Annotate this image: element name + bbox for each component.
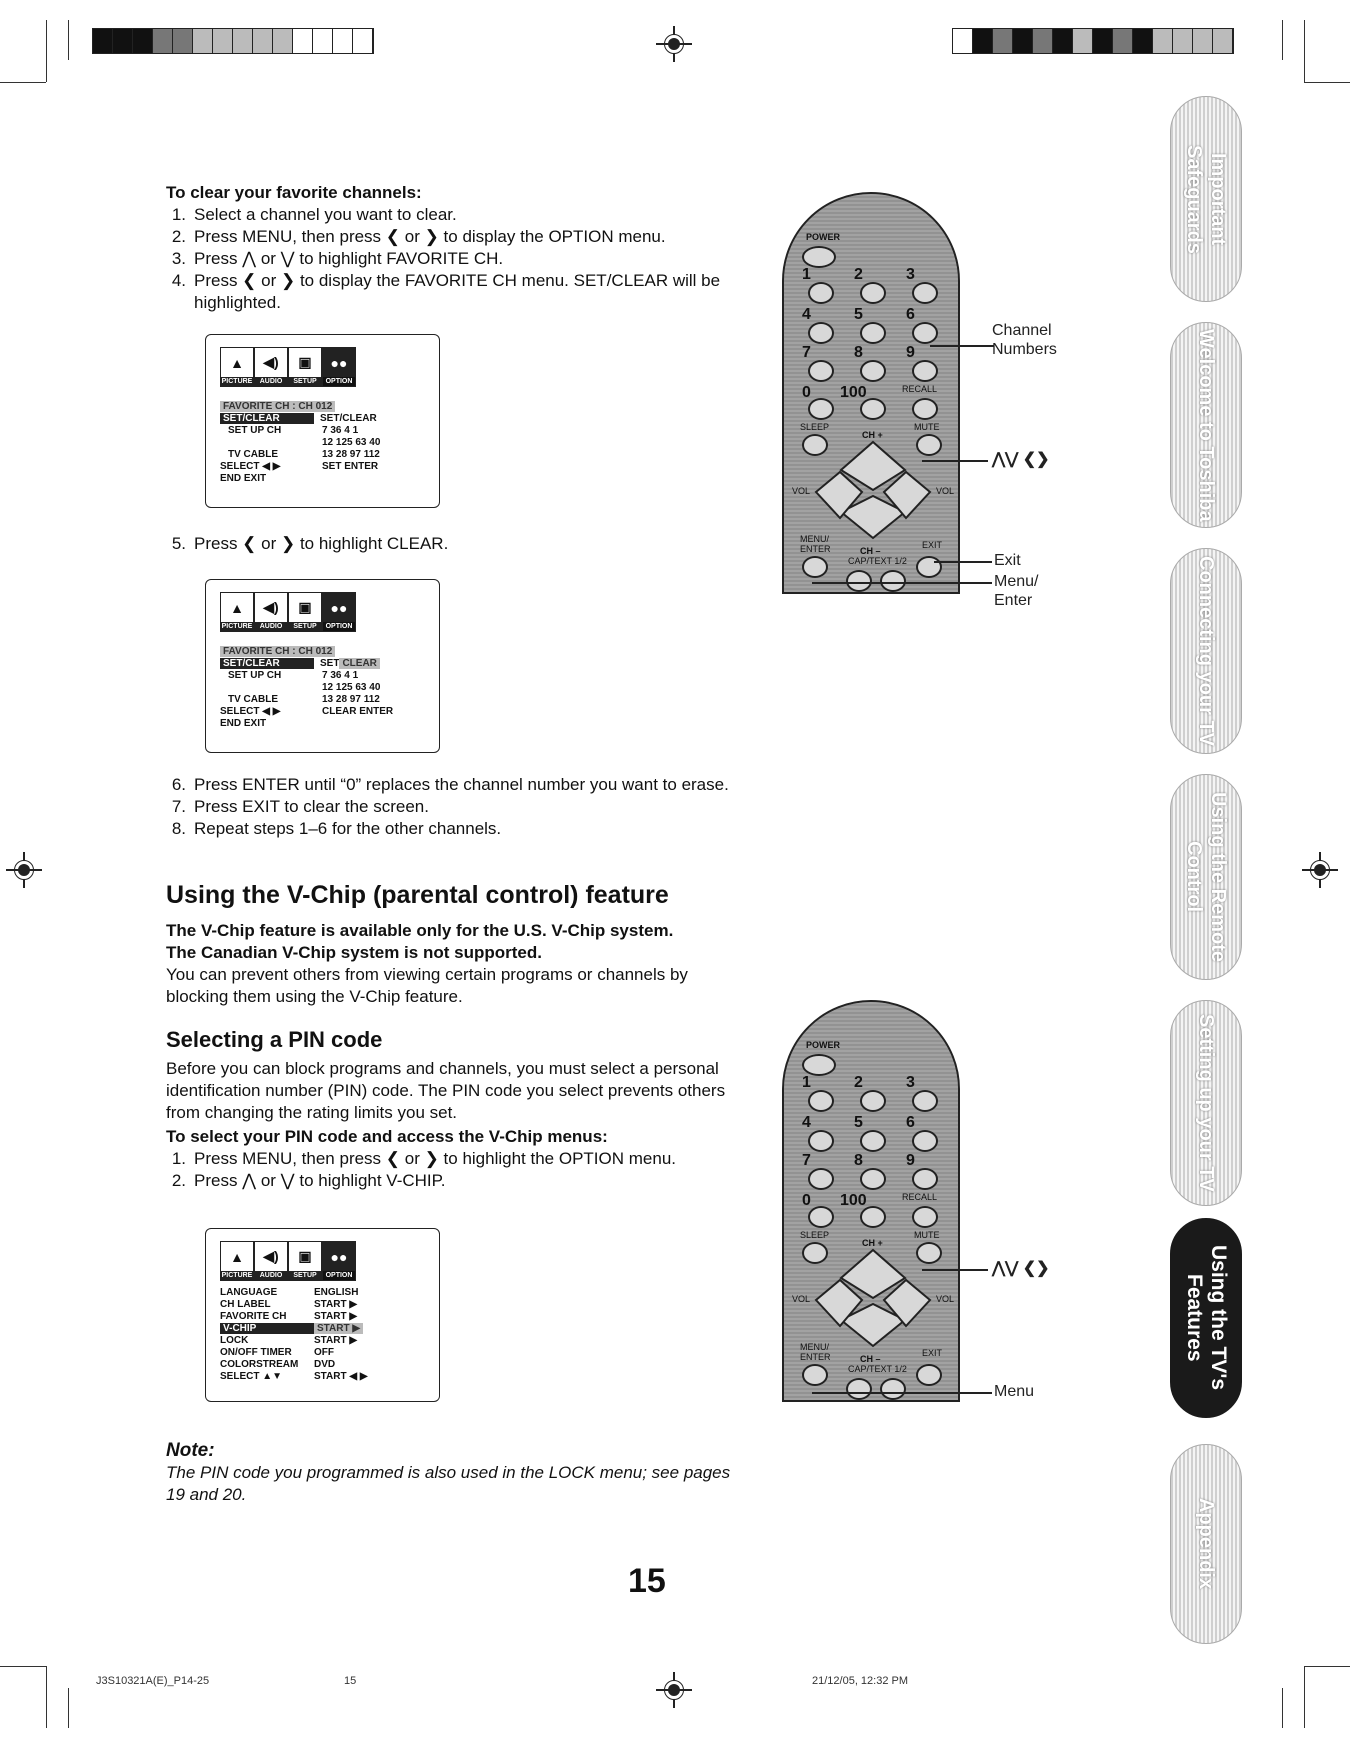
list-item: 2. Press MENU, then press ❮ or ❯ to display the OPTION menu.	[171, 227, 666, 246]
remote-illustration: POWER 1 2 3 4 5 6 7 8 9 0 100 RECALL SLEEP MUTE CH + VOL VOL MENU/ ENTER EXIT CH – CAP/TEXT 1/2	[782, 1000, 960, 1402]
digit-button-icon	[860, 282, 886, 304]
pin-title: Selecting a PIN code	[166, 1027, 383, 1052]
setup-icon: ▣ SETUP	[288, 592, 322, 632]
half-button-icon	[880, 1378, 906, 1400]
audio-icon: ◀) AUDIO	[254, 1241, 288, 1281]
captext-button-icon	[846, 1378, 872, 1400]
captext-button-icon	[846, 570, 872, 592]
list-item: 2. Press ⋀ or ⋁ to highlight V-CHIP.	[171, 1171, 446, 1190]
crop-mark	[0, 1666, 46, 1667]
list-item: 3. Press ⋀ or ⋁ to highlight FAVORITE CH.	[171, 249, 504, 268]
list-item: 6. Press ENTER until “0” replaces the channel number you want to erase.	[171, 775, 729, 794]
list-item: 1. Press MENU, then press ❮ or ❯ to highlight the OPTION menu.	[171, 1149, 677, 1168]
tab-tv-features[interactable]: Using the TV's Features	[1170, 1218, 1242, 1418]
note	[166, 1440, 736, 1506]
digit-button-icon	[860, 398, 886, 420]
crosshair-right-icon	[1302, 852, 1338, 888]
picture-icon: ▲ PICTURE	[220, 592, 254, 632]
exit-button-icon	[916, 1364, 942, 1386]
menu-enter-button-icon	[802, 556, 828, 578]
crop-mark	[46, 1666, 47, 1728]
digit-button-icon	[912, 282, 938, 304]
digit-button-icon	[860, 322, 886, 344]
tab-appendix[interactable]: Appendix	[1170, 1444, 1242, 1644]
option-icon: ●● OPTION	[322, 1241, 356, 1281]
pin-body: Before you can block programs and channels, you must select a personal identification number (PIN) code. The PIN code you select prevents others from changing the rating limits you set.	[166, 1059, 726, 1122]
digit-button-icon	[912, 360, 938, 382]
registration-bar-right	[952, 28, 1234, 54]
tab-remote-control[interactable]: Using the Remote Control	[1170, 774, 1242, 980]
clear-steps-after	[166, 774, 736, 840]
list-item: 8. Repeat steps 1–6 for the other channels.	[171, 819, 502, 838]
digit-button-icon	[860, 360, 886, 382]
crop-mark	[1304, 1666, 1305, 1728]
callout-arrows: ⋀⋁ ❮❯	[992, 451, 1050, 468]
digit-button-icon	[860, 1130, 886, 1152]
list-item: 4. Press ❮ or ❯ to display the FAVORITE CH menu. SET/CLEAR will be highlighted.	[171, 271, 721, 312]
digit-button-icon	[808, 1130, 834, 1152]
clear-step5	[166, 533, 736, 555]
power-button-icon	[802, 246, 836, 268]
list-item: 7. Press EXIT to clear the screen.	[171, 797, 429, 816]
tab-important-safeguards[interactable]: Important Safeguards	[1170, 96, 1242, 302]
callout-menu: Menu	[994, 1383, 1035, 1400]
callout-menu-enter: Menu/ Enter	[994, 573, 1039, 609]
crop-mark	[68, 20, 69, 60]
crosshair-bottom-icon	[656, 1672, 692, 1708]
callout-channel-numbers: Channel Numbers	[992, 322, 1057, 358]
crop-mark	[1282, 1688, 1283, 1728]
leader-line	[922, 460, 988, 462]
clear-heading: To clear your favorite channels:	[166, 183, 422, 202]
list-item: 1. Select a channel you want to clear.	[171, 205, 457, 224]
menu-icon-bar	[220, 347, 425, 387]
menu-screen-favorite-clear: ▲ PICTURE ◀) AUDIO ▣ SETUP ●● OPTION FAVORITE CH : CH 012 SET/CLEAR SET CLEAR SET UP CH 7 36 4 1 12 125 63 40 TV CABLE 13 28 97 112 SELECT ◀ ▶ CLEAR ENTER END EXIT	[205, 579, 440, 753]
menu-highlight: V-CHIP	[220, 1323, 314, 1334]
menu-icon-bar	[220, 1241, 425, 1281]
crosshair-left-icon	[6, 852, 42, 888]
clear-steps	[166, 204, 736, 314]
leader-line	[922, 1269, 988, 1271]
footer-date: 21/12/05, 12:32 PM	[812, 1675, 909, 1687]
half-button-icon	[880, 570, 906, 592]
recall-button-icon	[912, 1206, 938, 1228]
leader-line	[934, 561, 992, 563]
pin-subheading: To select your PIN code and access the V-Chip menus:	[166, 1127, 608, 1146]
recall-button-icon	[912, 398, 938, 420]
crop-mark	[46, 20, 47, 82]
leader-line	[812, 1392, 992, 1394]
audio-icon: ◀) AUDIO	[254, 347, 288, 387]
digit-button-icon	[808, 1168, 834, 1190]
digit-button-icon	[860, 1206, 886, 1228]
setup-icon: ▣ SETUP	[288, 347, 322, 387]
tab-welcome[interactable]: Welcome to Toshiba	[1170, 322, 1242, 528]
menu-highlight: SET/CLEAR	[220, 658, 314, 669]
clear-section	[166, 182, 736, 314]
digit-button-icon	[808, 282, 834, 304]
digit-button-icon	[808, 1090, 834, 1112]
setup-icon: ▣ SETUP	[288, 1241, 322, 1281]
vchip-title: Using the V-Chip (parental control) feature	[166, 881, 669, 909]
audio-icon: ◀) AUDIO	[254, 592, 288, 632]
menu-icon-bar	[220, 592, 425, 632]
vchip-note-canada: The Canadian V-Chip system is not supported.	[166, 943, 542, 962]
digit-button-icon	[808, 398, 834, 420]
pin-steps	[166, 1148, 736, 1192]
page-number: 15	[628, 1562, 666, 1600]
power-button-icon	[802, 1054, 836, 1076]
menu-screen-option-vchip: ▲ PICTURE ◀) AUDIO ▣ SETUP ●● OPTION LANGUAGE ENGLISH CH LABEL START ▶ FAVORITE CH START ▶ V-CHIP START ▶ LOCK START ▶ ON/OFF TIMER OFF COLORSTREAM DVD SELECT ▲▼ START ◀ ▶	[205, 1228, 440, 1402]
crop-mark	[1304, 20, 1305, 82]
crop-mark	[0, 82, 46, 83]
crosshair-top-icon	[656, 26, 692, 62]
option-icon: ●● OPTION	[322, 347, 356, 387]
footer-page: 15	[344, 1675, 357, 1687]
tab-connecting[interactable]: Connecting your TV	[1170, 548, 1242, 754]
menu-screen-favorite-set: ▲ PICTURE ◀) AUDIO ▣ SETUP ●● OPTION FAVORITE CH : CH 012 SET/CLEAR SET/CLEAR SET UP CH 7 36 4 1 12 125 63 40 TV CABLE 13 28 97 112 SELECT ◀ ▶ SET ENTER END EXIT	[205, 334, 440, 508]
digit-button-icon	[912, 1168, 938, 1190]
digit-button-icon	[912, 1090, 938, 1112]
callout-arrows: ⋀⋁ ❮❯	[992, 1260, 1050, 1277]
crop-mark	[1304, 1666, 1350, 1667]
picture-icon: ▲ PICTURE	[220, 347, 254, 387]
menu-highlight: SET/CLEAR	[220, 413, 314, 424]
digit-button-icon	[808, 1206, 834, 1228]
leader-line	[812, 582, 992, 584]
callout-exit: Exit	[994, 552, 1021, 569]
digit-button-icon	[808, 360, 834, 382]
vchip-note-us: The V-Chip feature is available only for the U.S. V-Chip system.	[166, 921, 674, 940]
exit-button-icon	[916, 556, 942, 578]
crop-mark	[1282, 20, 1283, 60]
note-heading: Note:	[166, 1440, 215, 1461]
menu-title: FAVORITE CH : CH 012	[220, 646, 335, 657]
digit-button-icon	[912, 1130, 938, 1152]
digit-button-icon	[808, 322, 834, 344]
vchip-body: You can prevent others from viewing certain programs or channels by blocking them using the V-Chip feature.	[166, 965, 688, 1006]
menu-title: FAVORITE CH : CH 012	[220, 401, 335, 412]
crop-mark	[68, 1688, 69, 1728]
menu-enter-button-icon	[802, 1364, 828, 1386]
leader-line	[930, 345, 994, 347]
registration-bar-left	[92, 28, 374, 54]
note-text: The PIN code you programmed is also used in the LOCK menu; see pages 19 and 20.	[166, 1463, 731, 1504]
digit-button-icon	[860, 1090, 886, 1112]
crop-mark	[1304, 82, 1350, 83]
tab-setting-up[interactable]: Setting up your TV	[1170, 1000, 1242, 1206]
vchip-section	[166, 880, 736, 1192]
picture-icon: ▲ PICTURE	[220, 1241, 254, 1281]
digit-button-icon	[912, 322, 938, 344]
footer-file: J3S10321A(E)_P14-25	[96, 1675, 210, 1687]
digit-button-icon	[860, 1168, 886, 1190]
list-item: 5. Press ❮ or ❯ to highlight CLEAR.	[171, 534, 449, 553]
option-icon: ●● OPTION	[322, 592, 356, 632]
remote-illustration: POWER 1 2 3 4 5 6 7 8 9 0 100 RECALL SLEEP MUTE CH + VOL VOL MENU/ ENTER EXIT CH – CAP/TEXT 1/2	[782, 192, 960, 594]
clear-highlight: CLEAR	[339, 658, 379, 669]
